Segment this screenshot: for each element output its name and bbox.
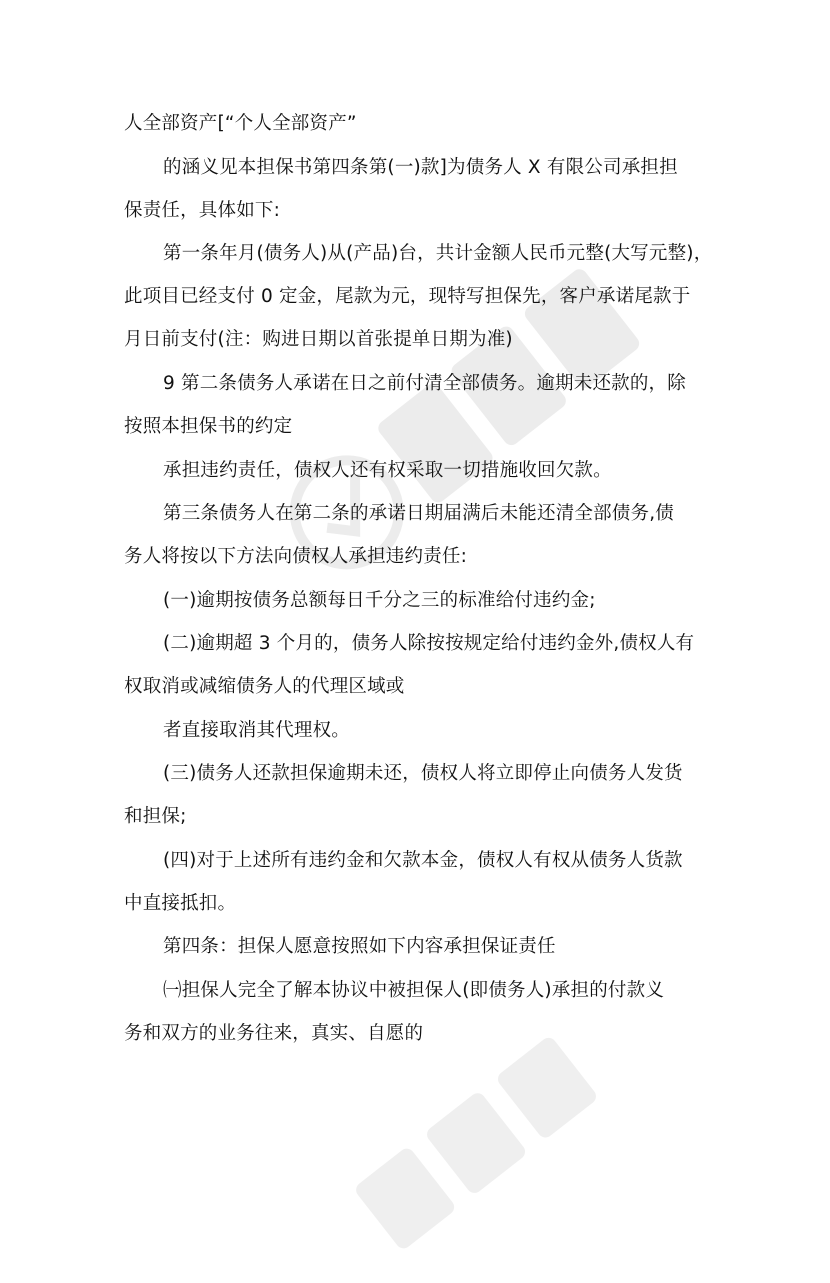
- text-line: 和担保;: [124, 806, 187, 827]
- text-line: 按照本担保书的约定: [124, 416, 293, 437]
- text-line: 9 第二条债务人承诺在日之前付清全部债务。逾期未还款的，除: [163, 373, 686, 394]
- text-line: 的涵义见本担保书第四条第(一)款]为债务人 X 有限公司承担担: [163, 157, 678, 178]
- text-line: 人全部资产[“个人全部资产”: [124, 113, 357, 134]
- text-line: (四)对于上述所有违约金和欠款本金，债权人有权从债务人货款: [163, 850, 683, 871]
- text-line: 务人将按以下方法向债权人承担违约责任:: [124, 546, 468, 567]
- text-line: 第四条：担保人愿意按照如下内容承担保证责任: [163, 936, 556, 957]
- text-line: 第三条债务人在第二条的承诺日期届满后未能还清全部债务,债: [163, 503, 674, 524]
- text-line: (三)债务人还款担保逾期未还，债权人将立即停止向债务人发货: [163, 763, 683, 784]
- text-line: 者直接取消其代理权。: [163, 720, 351, 741]
- text-line: ㈠担保人完全了解本协议中被担保人(即债务人)承担的付款义: [163, 980, 665, 1001]
- text-line: 月日前支付(注：购进日期以首张提单日期为准): [124, 329, 513, 350]
- text-line: 权取消或减缩债务人的代理区域或: [124, 676, 405, 697]
- text-line: 务和双方的业务往来，真实、自愿的: [124, 1023, 424, 1044]
- text-line: 此项目已经支付 0 定金，尾款为元，现特写担保先，客户承诺尾款于: [124, 286, 691, 307]
- text-line: (一)逾期按债务总额每日千分之三的标准给付违约金;: [163, 590, 596, 611]
- text-line: 承担违约责任，债权人还有权采取一切措施收回欠款。: [163, 460, 612, 481]
- text-line: 保责任，具体如下:: [124, 200, 281, 221]
- text-line: 中直接抵扣。: [124, 893, 237, 914]
- text-line: (二)逾期超 3 个月的，债务人除按按规定给付违约金外,债权人有: [163, 633, 695, 654]
- text-line: 第一条年月(债务人)从(产品)台，共计金额人民币元整(大写元整)，: [163, 243, 713, 264]
